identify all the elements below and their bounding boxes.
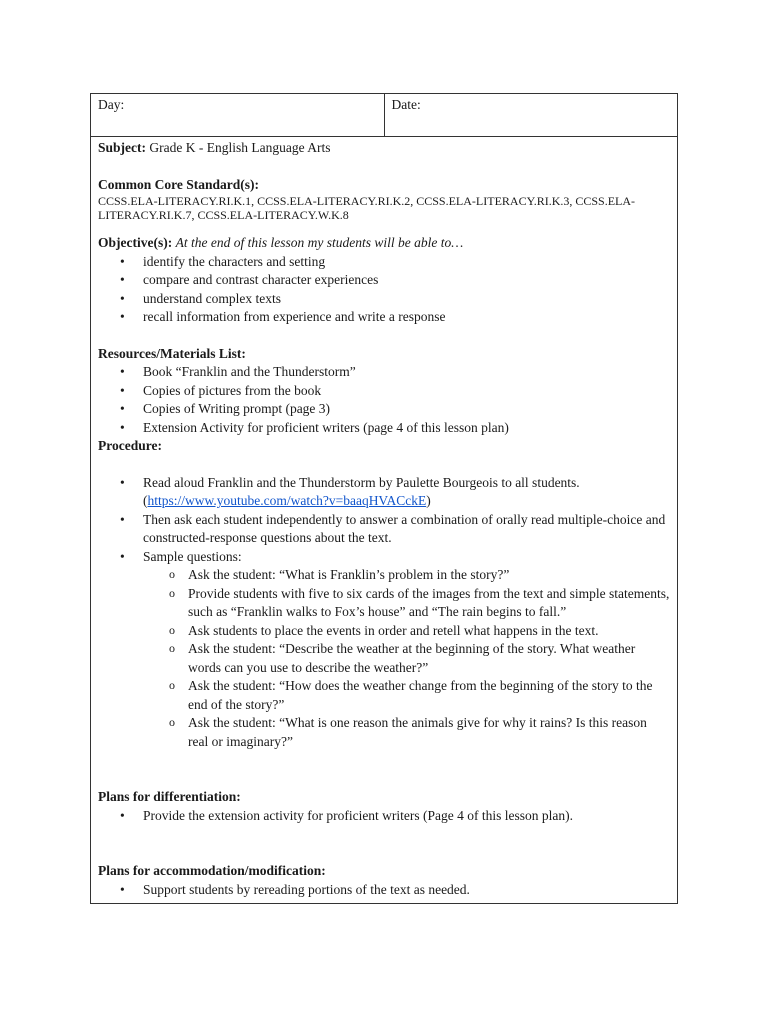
procedure-label: Procedure: bbox=[98, 438, 162, 453]
differentiation-list bbox=[98, 807, 670, 826]
lesson-plan-table bbox=[90, 93, 678, 904]
subject-value: Grade K - English Language Arts bbox=[149, 140, 331, 155]
list-item: • recall information from experience and write a response bbox=[98, 308, 670, 327]
sub-list-item: o Ask the student: “What is one reason the animals give for why it rains? Is this reason real or imaginary?” bbox=[143, 714, 670, 751]
objectives-intro: At the end of this lesson my students will be able to… bbox=[175, 235, 464, 250]
list-item bbox=[98, 548, 670, 752]
link-close-paren: ) bbox=[426, 493, 431, 508]
list-item: • Provide the extension activity for proficient writers (Page 4 of this lesson plan). bbox=[98, 807, 670, 826]
resources-list bbox=[98, 363, 670, 437]
standards-value: CCSS.ELA-LITERACY.RI.K.1, CCSS.ELA-LITERACY.RI.K.2, CCSS.ELA-LITERACY.RI.K.3, CCSS.ELA-LITERACY.RI.K.7, CCSS.ELA-LITERACY.W.K.8 bbox=[98, 194, 636, 222]
accommodation-label: Plans for accommodation/modification: bbox=[98, 863, 326, 878]
objectives-line bbox=[98, 234, 670, 253]
standards-label: Common Core Standard(s): bbox=[98, 176, 259, 192]
list-item: • Then ask each student independently to answer a combination of orally read multiple-choice and constructed-response questions about the text. bbox=[98, 511, 670, 548]
sub-list-item: o Ask the student: “What is Franklin’s problem in the story?” bbox=[143, 566, 670, 585]
video-link[interactable]: https://www.youtube.com/watch?v=baaqHVACckE bbox=[147, 493, 427, 508]
list-item: • understand complex texts bbox=[98, 290, 670, 309]
date-cell[interactable]: Date: bbox=[384, 94, 678, 136]
list-item bbox=[98, 474, 670, 511]
resources-label: Resources/Materials List: bbox=[98, 345, 246, 361]
link-open-paren: ( bbox=[143, 493, 148, 508]
list-item: • Book “Franklin and the Thunderstorm” bbox=[98, 363, 670, 382]
sub-list-item: o Ask students to place the events in order and retell what happens in the text. bbox=[143, 622, 670, 641]
day-cell[interactable]: Day: bbox=[98, 97, 125, 112]
objectives-list bbox=[98, 253, 670, 327]
differentiation-label: Plans for differentiation: bbox=[98, 789, 241, 804]
read-aloud-text: Read aloud Franklin and the Thunderstorm by Paulette Bourgeois to all students. bbox=[143, 474, 580, 490]
subject-line bbox=[98, 139, 670, 158]
procedure-list bbox=[98, 474, 670, 752]
sub-list-item: o Ask the student: “Describe the weather at the beginning of the story. What weather words can you use to describe the weather?” bbox=[143, 640, 670, 677]
sub-list-item: o Ask the student: “How does the weather change from the beginning of the story to the end of the story?” bbox=[143, 677, 670, 714]
sub-list-item: o Provide students with five to six cards of the images from the text and simple statements, such as “Franklin walks to Fox’s house” and “The rain begins to fall.” bbox=[143, 585, 670, 622]
lesson-plan-body bbox=[91, 137, 677, 903]
list-item: • Copies of Writing prompt (page 3) bbox=[98, 400, 670, 419]
sample-questions-label: Sample questions: bbox=[143, 548, 242, 564]
sample-questions-list bbox=[143, 566, 670, 751]
accommodation-list bbox=[98, 881, 670, 900]
list-item: • Support students by rereading portions of the text as needed. bbox=[98, 881, 670, 900]
list-item: • Extension Activity for proficient writers (page 4 of this lesson plan) bbox=[98, 419, 670, 438]
objectives-label: Objective(s): bbox=[98, 235, 173, 250]
header-row bbox=[91, 94, 677, 137]
subject-label: Subject: bbox=[98, 140, 146, 155]
list-item: • compare and contrast character experiences bbox=[98, 271, 670, 290]
list-item: • Copies of pictures from the book bbox=[98, 382, 670, 401]
list-item: • identify the characters and setting bbox=[98, 253, 670, 272]
